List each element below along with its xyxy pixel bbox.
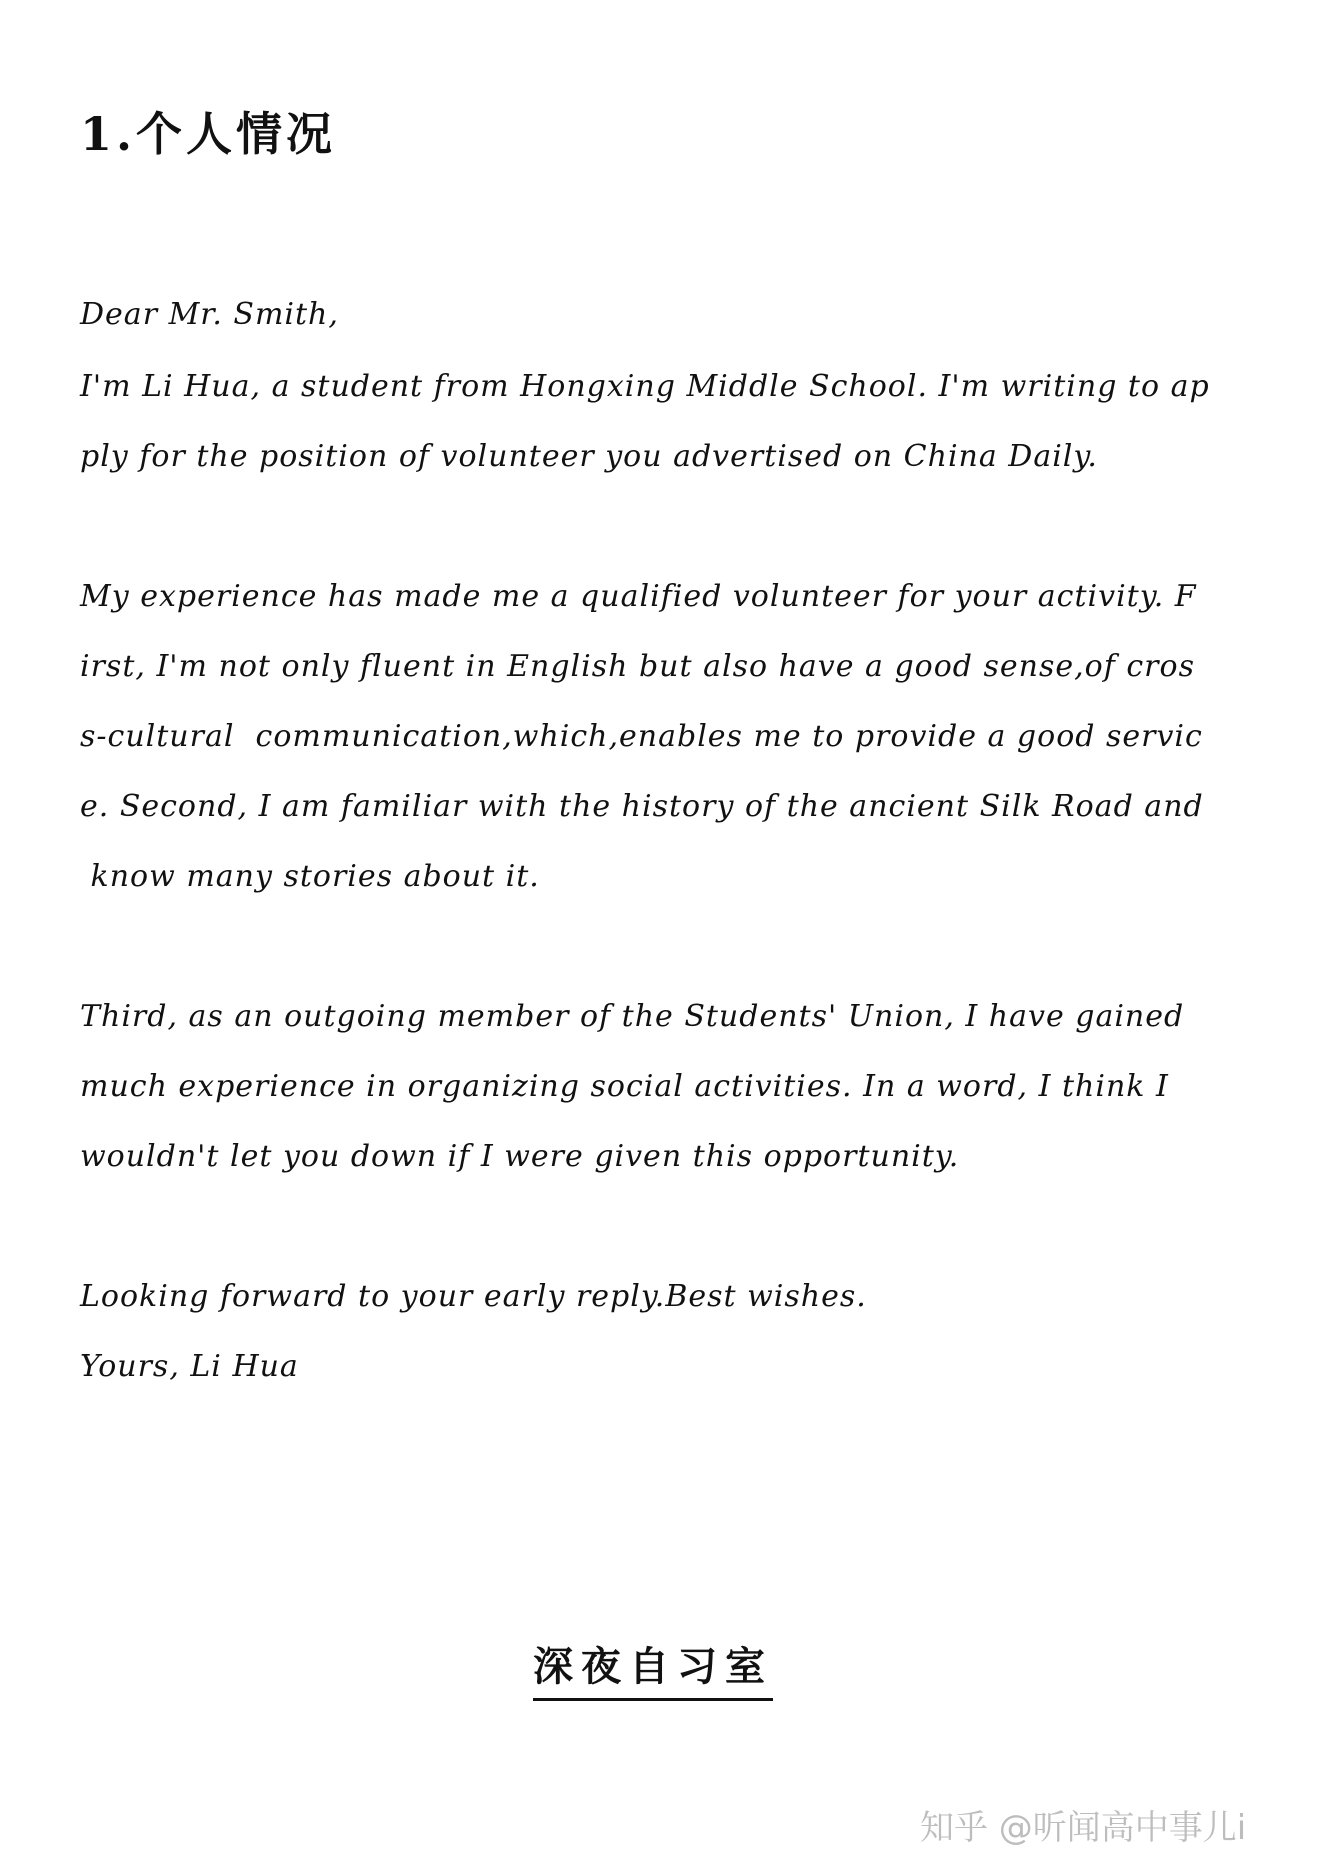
watermark-text: 知乎 @听闻高中事儿i — [920, 1808, 1247, 1848]
paragraph-2-line-2: irst, I'm not only fluent in English but also have a good sense,of cros — [80, 649, 1195, 684]
signature-line: Yours, Li Hua — [80, 1349, 299, 1384]
paragraph-2-line-3: s-cultural communication,which,enables me to provide a good servic — [80, 719, 1203, 754]
section-heading: 1.个人情况 — [80, 107, 337, 161]
paragraph-3-line-3: wouldn't let you down if I were given this opportunity. — [80, 1139, 960, 1174]
paragraph-3-line-1: Third, as an outgoing member of the Students' Union, I have gained — [80, 999, 1185, 1034]
paragraph-2-line-4: e. Second, I am familiar with the history of the ancient Silk Road and — [80, 789, 1204, 824]
closing-line: Looking forward to your early reply.Best wishes. — [80, 1279, 867, 1314]
paragraph-2-line-1: My experience has made me a qualified volunteer for your activity. F — [80, 579, 1197, 614]
paragraph-2-line-5: know many stories about it. — [80, 859, 540, 894]
footer-title: 深夜自习室 — [533, 1635, 773, 1701]
salutation: Dear Mr. Smith, — [80, 297, 339, 332]
paragraph-1-line-1: I'm Li Hua, a student from Hongxing Middle School. I'm writing to ap — [80, 369, 1210, 404]
paragraph-1-line-2: ply for the position of volunteer you advertised on China Daily. — [80, 439, 1098, 474]
paragraph-3-line-2: much experience in organizing social activities. In a word, I think I — [80, 1069, 1169, 1104]
